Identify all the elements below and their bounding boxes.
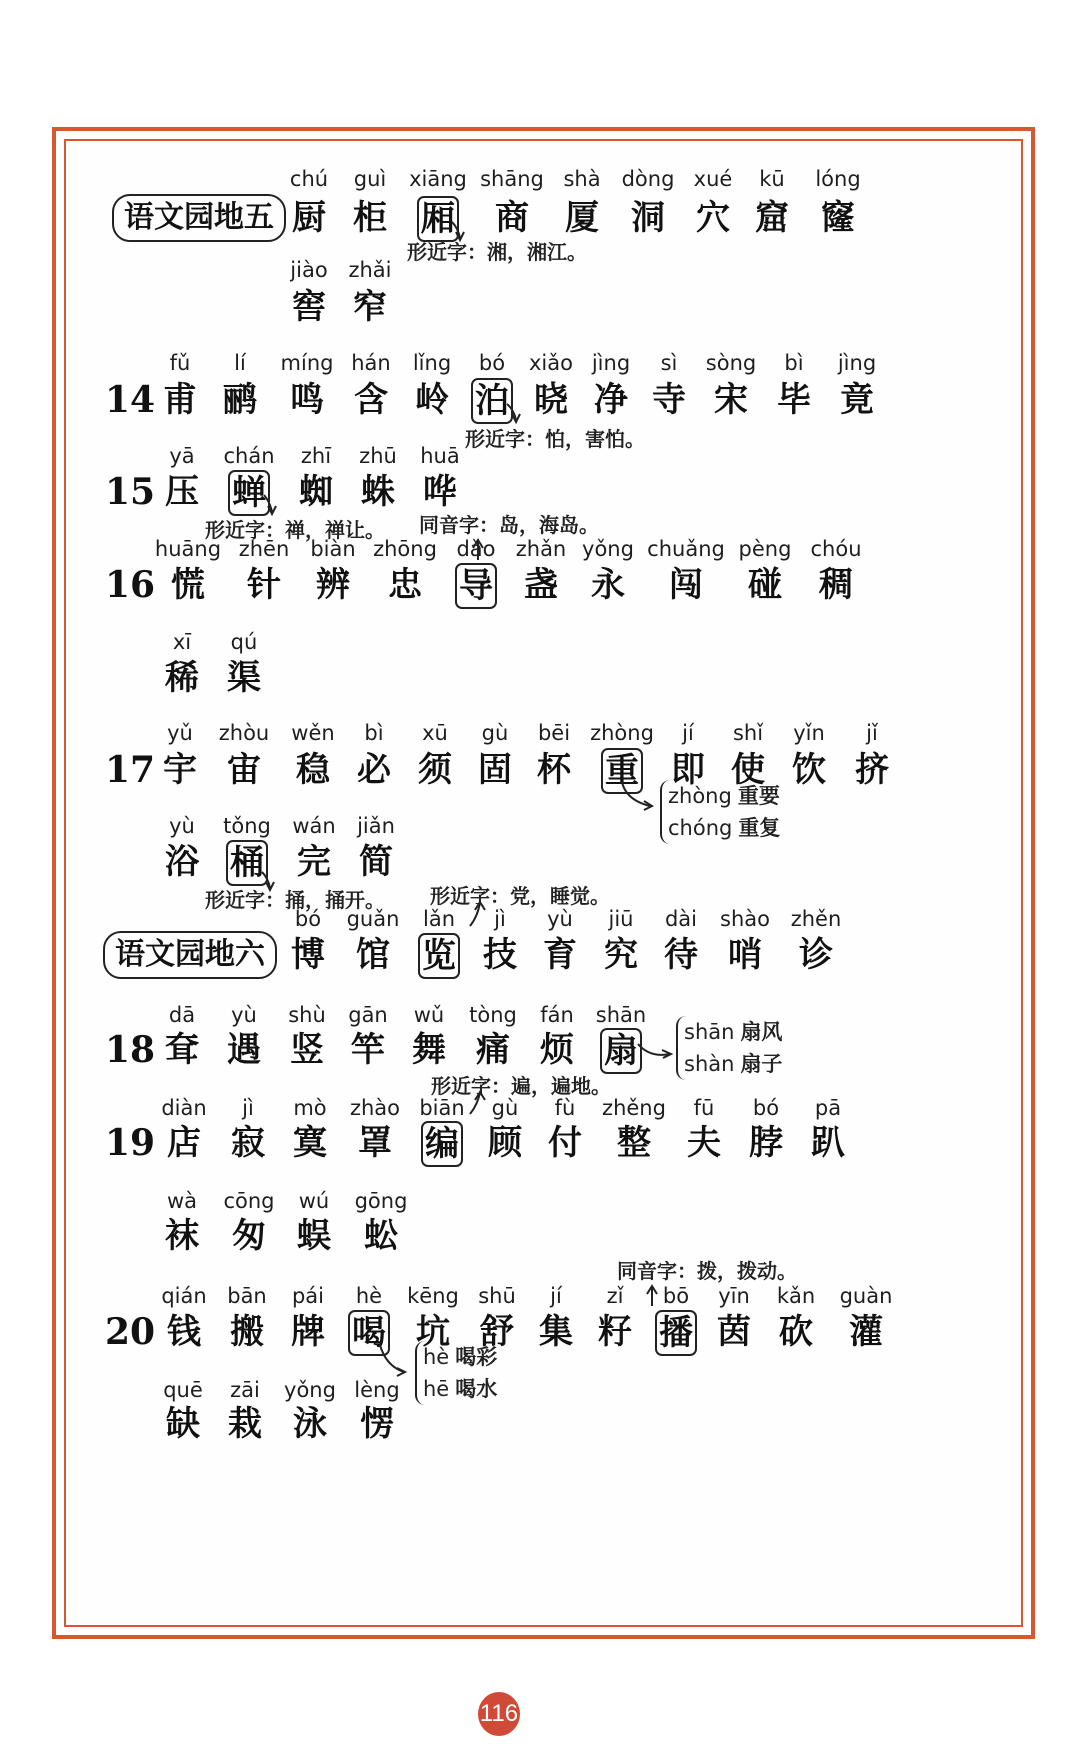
pinyin-label: zhǎn [515,537,567,561]
chinese-character: 永 [591,565,625,605]
pinyin-label: yù [547,907,573,931]
pinyin-label: shāng [480,167,544,191]
chinese-character: 技 [483,935,517,975]
highlighted-character: 泊 [471,378,513,424]
polyphone-pinyin: shàn [684,1052,735,1076]
pinyin-label: yù [169,814,195,838]
annotation-note: 形近字：遍，遍地。 [431,1074,611,1098]
polyphone-word: 扇风 [740,1019,783,1044]
pinyin-label: bēi [537,721,571,745]
pinyin-label: zhǎi [348,258,392,282]
annotation-note: 形近字：湘，湘江。 [407,240,587,264]
chinese-character: 集 [539,1312,573,1352]
pinyin-label: qú [230,630,258,654]
pinyin-label: mò [293,1096,327,1120]
highlighted-character: 重 [601,748,643,794]
annotation-note: 形近字：怕，害怕。 [465,427,645,451]
chinese-character: 罩 [358,1123,392,1163]
pinyin-label: wěn [291,721,335,745]
chinese-character: 舒 [480,1312,514,1352]
pinyin-label: jiū [608,907,634,931]
polyphone-word: 喝水 [455,1376,498,1401]
pinyin-label: bō [662,1284,690,1308]
pinyin-label: shào [720,907,770,931]
chinese-character: 宇 [163,750,197,790]
pinyin-label: fù [554,1096,576,1120]
pinyin-label: bó [478,351,506,375]
chinese-character: 付 [548,1123,582,1163]
chinese-character: 灌 [849,1312,883,1352]
highlighted-character: 桶 [226,840,268,886]
pinyin-label: xiǎo [529,351,573,375]
chinese-character: 栽 [228,1404,262,1444]
pinyin-label: dā [168,1003,196,1027]
chinese-character: 厦 [565,198,599,238]
chinese-character: 整 [617,1123,651,1163]
chinese-character: 须 [418,750,452,790]
highlighted-character: 蝉 [228,470,270,516]
chinese-character: 鹂 [223,380,257,420]
chinese-character: 压 [165,472,199,512]
chinese-character: 育 [543,935,577,975]
pinyin-label: zhēn [238,537,290,561]
pinyin-label: huāng [154,537,222,561]
pinyin-label: chuǎng [647,537,725,561]
pinyin-label: gù [481,721,509,745]
chinese-character: 钱 [167,1312,201,1352]
pinyin-label: shǐ [732,721,764,745]
pinyin-label: zhòng [590,721,654,745]
chinese-character: 脖 [749,1123,783,1163]
lesson-number: 18 [105,1029,156,1071]
chinese-character: 匆 [232,1216,266,1256]
highlighted-character: 喝 [348,1310,390,1356]
pinyin-label: pèng [738,537,792,561]
chinese-character: 窖 [292,287,326,327]
chinese-character: 商 [495,198,529,238]
polyphone-word: 重复 [738,815,781,840]
lesson-number: 20 [105,1311,156,1353]
pinyin-label: dài [664,907,698,931]
pinyin-label: tòng [469,1003,517,1027]
chinese-character: 鸣 [290,380,324,420]
chinese-character: 厨 [292,198,326,238]
pinyin-label: fǔ [169,351,191,375]
pinyin-label: dòng [621,167,675,191]
chinese-character: 针 [247,565,281,605]
chinese-character: 辨 [316,565,350,605]
pinyin-label: kū [759,167,785,191]
polyphone-pinyin: zhòng [668,784,732,808]
pinyin-label: xū [422,721,448,745]
pinyin-label: jí [550,1284,562,1308]
pinyin-label: hán [351,351,391,375]
pinyin-label: tǒng [223,814,271,838]
pinyin-label: wǔ [413,1003,445,1027]
chinese-character: 使 [731,750,765,790]
pinyin-label: qián [161,1284,207,1308]
chinese-character: 甫 [163,380,197,420]
chinese-character: 博 [291,935,325,975]
pinyin-label: cōng [223,1189,275,1213]
chinese-character: 茵 [717,1312,751,1352]
pinyin-label: lǎn [422,907,455,931]
chinese-character: 毕 [777,380,811,420]
chinese-character: 简 [359,842,393,882]
lesson-number: 17 [105,749,156,791]
highlighted-character: 编 [421,1121,463,1167]
highlighted-character: 厢 [417,196,459,242]
pinyin-label: diàn [161,1096,207,1120]
chinese-character: 寺 [652,380,686,420]
pinyin-label: yǐn [793,721,825,745]
pinyin-label: jìng [837,351,877,375]
pinyin-label: zǐ [606,1284,624,1308]
chinese-character: 坑 [416,1312,450,1352]
chinese-character: 趴 [811,1123,845,1163]
pinyin-label: bì [784,351,804,375]
chinese-character: 挤 [855,750,889,790]
pinyin-label: bān [227,1284,267,1308]
pinyin-label: yīn [718,1284,750,1308]
pinyin-label: chán [223,444,275,468]
chinese-character: 舞 [412,1030,446,1070]
pinyin-label: guì [353,167,387,191]
chinese-character: 泳 [293,1404,327,1444]
chinese-character: 稠 [819,565,853,605]
pinyin-label: míng [280,351,334,375]
pinyin-label: bó [294,907,322,931]
chinese-character: 搬 [230,1312,264,1352]
highlighted-character: 览 [418,933,460,979]
highlighted-character: 扇 [600,1028,642,1074]
chinese-character: 忠 [388,565,422,605]
chinese-character: 窄 [353,287,387,327]
chinese-character: 哨 [728,935,762,975]
chinese-character: 缺 [166,1404,200,1444]
pinyin-label: yǒng [582,537,634,561]
chinese-character: 待 [664,935,698,975]
chinese-character: 哗 [423,472,457,512]
chinese-character: 净 [594,380,628,420]
pinyin-label: jì [242,1096,254,1120]
pinyin-label: guàn [839,1284,893,1308]
pinyin-label: shù [288,1003,326,1027]
pinyin-label: huā [420,444,460,468]
chinese-character: 店 [167,1123,201,1163]
pinyin-label: bó [752,1096,780,1120]
section-heading: 语文园地五 [112,194,286,242]
lesson-number: 15 [105,471,156,513]
pinyin-label: shū [478,1284,516,1308]
chinese-character: 穴 [696,198,730,238]
pinyin-label: chú [289,167,329,191]
pinyin-label: chóu [810,537,862,561]
pinyin-label: gù [491,1096,519,1120]
annotation-note: 同音字：拨，拨动。 [617,1259,797,1283]
chinese-character: 寂 [231,1123,265,1163]
pinyin-label: jí [682,721,694,745]
pinyin-label: zhōng [373,537,437,561]
chinese-character: 晓 [534,380,568,420]
chinese-character: 夫 [687,1123,721,1163]
chinese-character: 遇 [227,1030,261,1070]
chinese-character: 洞 [631,198,665,238]
pinyin-label: yǒng [284,1378,336,1402]
chinese-character: 稳 [296,750,330,790]
pinyin-label: jì [494,907,506,931]
pinyin-label: xué [693,167,733,191]
pinyin-label: biàn [310,537,356,561]
pinyin-label: dǎo [456,537,496,561]
polyphone-word: 喝彩 [455,1344,498,1369]
chinese-character: 宙 [227,750,261,790]
chinese-character: 竿 [351,1030,385,1070]
chinese-character: 馆 [356,935,390,975]
pinyin-label: yù [231,1003,257,1027]
chinese-character: 窟 [755,198,789,238]
pinyin-label: quē [163,1378,203,1402]
polyphone-pinyin: chóng [668,816,733,840]
chinese-character: 竟 [840,380,874,420]
section-heading: 语文园地六 [103,931,277,979]
chinese-character: 盏 [524,565,558,605]
polyphone-pinyin: shān [684,1020,735,1044]
chinese-character: 渠 [227,658,261,698]
pinyin-label: zhī [300,444,332,468]
pinyin-label: zhěng [602,1096,666,1120]
pinyin-label: lóng [815,167,861,191]
chinese-character: 牌 [291,1312,325,1352]
chinese-character: 固 [478,750,512,790]
pinyin-label: kēng [407,1284,459,1308]
chinese-character: 究 [604,935,638,975]
annotation-note: 同音字：岛，海岛。 [419,513,599,537]
pinyin-label: lí [234,351,246,375]
pinyin-label: gān [348,1003,388,1027]
pinyin-label: shà [563,167,601,191]
pinyin-label: pā [814,1096,842,1120]
chinese-character: 蜈 [297,1216,331,1256]
chinese-character: 痛 [476,1030,510,1070]
chinese-character: 顾 [488,1123,522,1163]
chinese-character: 蛛 [361,472,395,512]
pinyin-label: zhěn [790,907,842,931]
pinyin-label: biān [419,1096,465,1120]
chinese-character: 砍 [779,1312,813,1352]
chinese-character: 碰 [748,565,782,605]
pinyin-label: hè [355,1284,383,1308]
pinyin-label: lèng [354,1378,400,1402]
pinyin-label: xiāng [409,167,467,191]
pinyin-label: fū [693,1096,715,1120]
pinyin-label: jiào [290,258,328,282]
chinese-character: 饮 [792,750,826,790]
pinyin-label: lǐng [412,351,452,375]
chinese-character: 袜 [165,1216,199,1256]
chinese-character: 浴 [165,842,199,882]
pinyin-label: sì [660,351,678,375]
pinyin-label: fán [540,1003,574,1027]
pinyin-label: yǔ [167,721,193,745]
pinyin-label: guǎn [346,907,400,931]
chinese-character: 稀 [165,658,199,698]
chinese-character: 寞 [293,1123,327,1163]
chinese-character: 宋 [714,380,748,420]
chinese-character: 柜 [353,198,387,238]
chinese-character: 竖 [290,1030,324,1070]
chinese-character: 含 [354,380,388,420]
pinyin-label: xī [172,630,192,654]
chinese-character: 闯 [669,565,703,605]
polyphone-pinyin: hè [423,1345,450,1369]
chinese-character: 完 [297,842,331,882]
chinese-character: 必 [357,750,391,790]
pinyin-label: kǎn [776,1284,816,1308]
chinese-character: 籽 [598,1312,632,1352]
pinyin-label: gōng [354,1189,408,1213]
pinyin-label: bì [364,721,384,745]
lesson-number: 14 [105,379,156,421]
polyphone-word: 扇子 [740,1051,783,1076]
pinyin-label: wà [166,1189,198,1213]
pinyin-label: zāi [230,1378,260,1402]
polyphone-word: 重要 [737,783,780,808]
chinese-character: 即 [671,750,705,790]
chinese-character: 愣 [360,1404,394,1444]
lesson-number: 19 [105,1122,156,1164]
pinyin-label: jiǎn [357,814,395,838]
pinyin-label: pái [291,1284,325,1308]
chinese-character: 蚣 [364,1216,398,1256]
highlighted-character: 播 [655,1310,697,1356]
pinyin-label: sòng [705,351,757,375]
annotation-note: 形近字：禅，禅让。 [205,518,385,542]
pinyin-label: wán [292,814,336,838]
chinese-character: 窿 [821,198,855,238]
pinyin-label: jìng [591,351,631,375]
pinyin-label: zhào [349,1096,401,1120]
polyphone-pinyin: hē [423,1377,450,1401]
chinese-character: 慌 [171,565,205,605]
chinese-character: 耷 [165,1030,199,1070]
page-number: 116 [478,1692,520,1736]
pinyin-label: wú [298,1189,330,1213]
pinyin-label: shān [595,1003,647,1027]
chinese-character: 诊 [799,935,833,975]
chinese-character: 岭 [415,380,449,420]
highlighted-character: 导 [455,563,497,609]
pinyin-label: yā [169,444,195,468]
pinyin-label: jǐ [866,721,878,745]
chinese-character: 蜘 [299,472,333,512]
chinese-character: 烦 [540,1030,574,1070]
pinyin-label: zhū [359,444,397,468]
annotation-note: 形近字：党，睡觉。 [430,884,610,908]
lesson-number: 16 [105,564,156,606]
pinyin-label: zhòu [218,721,270,745]
annotation-note: 形近字：捅，捅开。 [205,888,385,912]
chinese-character: 杯 [537,750,571,790]
